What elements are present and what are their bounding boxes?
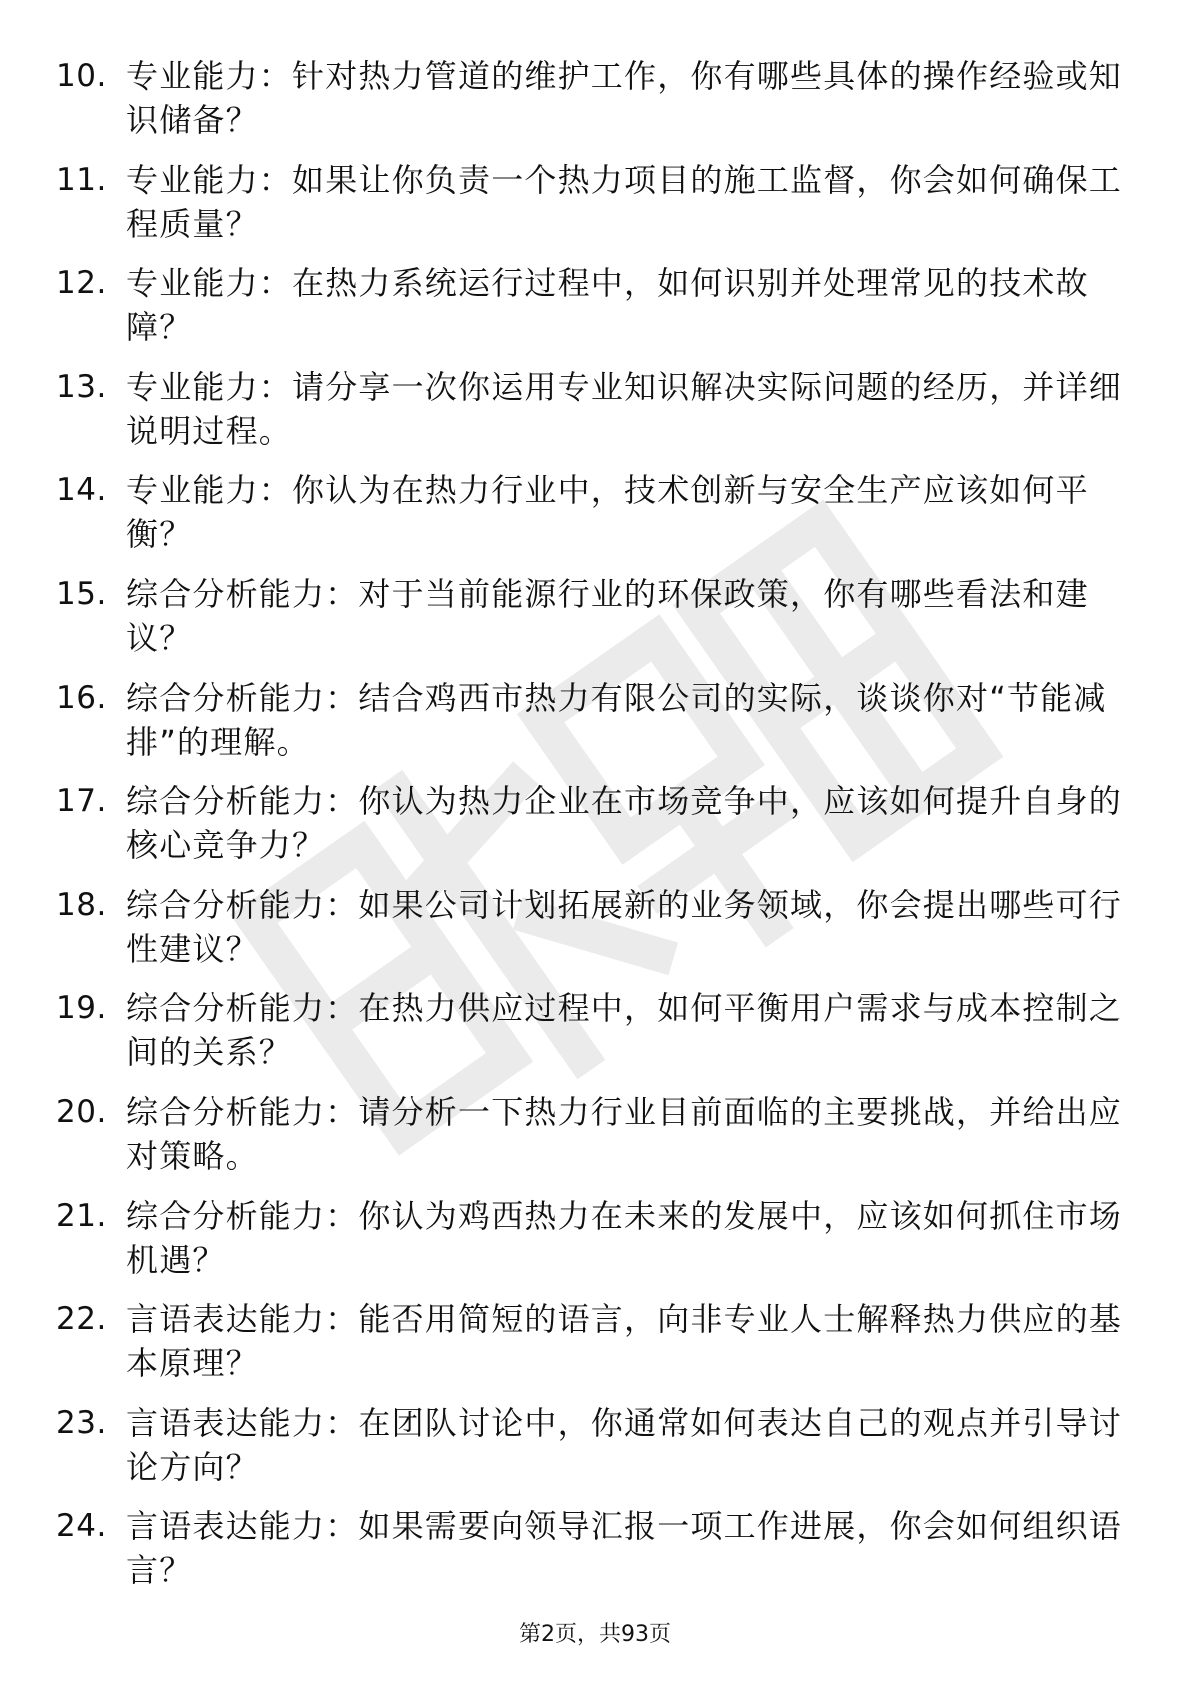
question-number: 17. [56,783,107,820]
question-number: 23. [56,1404,107,1441]
question-text: 综合分析能力：如果公司计划拓展新的业务领域，你会提出哪些可行性建议？ [126,885,1123,968]
question-item-20 [56,1090,1136,1194]
question-text: 综合分析能力：你认为鸡西热力在未来的发展中，应该如何抓住市场机遇？ [126,1196,1123,1279]
question-text: 综合分析能力：对于当前能源行业的环保政策，你有哪些看法和建议？ [126,574,1089,657]
question-item-12 [56,261,1136,365]
question-number: 12. [56,265,107,302]
question-number: 13. [56,368,107,405]
question-item-17 [56,779,1136,883]
question-text: 言语表达能力：能否用简短的语言，向非专业人士解释热力供应的基本原理？ [126,1300,1123,1383]
question-number: 19. [56,990,107,1027]
question-item-15 [56,572,1136,676]
question-number: 14. [56,472,107,509]
question-item-23 [56,1401,1136,1505]
question-text: 专业能力：在热力系统运行过程中，如何识别并处理常见的技术故障？ [126,264,1089,347]
question-text: 综合分析能力：你认为热力企业在市场竞争中，应该如何提升自身的核心竞争力？ [126,782,1123,865]
question-number: 10. [56,58,107,94]
question-number: 24. [56,1508,107,1545]
question-text: 综合分析能力：请分析一下热力行业目前面临的主要挑战，并给出应对策略。 [126,1092,1123,1175]
question-text: 专业能力：如果让你负责一个热力项目的施工监督，你会如何确保工程质量？ [126,160,1123,243]
question-item-11 [56,158,1136,262]
question-text: 专业能力：你认为在热力行业中，技术创新与安全生产应该如何平衡？ [126,471,1089,554]
question-text: 专业能力：请分享一次你运用专业知识解决实际问题的经历，并详细说明过程。 [126,367,1123,450]
question-number: 11. [56,161,107,198]
question-text: 综合分析能力：在热力供应过程中，如何平衡用户需求与成本控制之间的关系？ [126,989,1123,1072]
question-item-21 [56,1194,1136,1298]
question-text: 言语表达能力：在团队讨论中，你通常如何表达自己的观点并引导讨论方向？ [126,1403,1123,1486]
question-number: 15. [56,575,107,612]
question-item-18 [56,883,1136,987]
question-text: 言语表达能力：如果需要向领导汇报一项工作进展，你会如何组织语言？ [126,1507,1123,1590]
question-item-24 [56,1504,1136,1608]
question-item-13 [56,365,1136,469]
question-number: 18. [56,886,107,923]
question-item-14 [56,468,1136,572]
question-item-22 [56,1297,1136,1401]
question-number: 16. [56,679,107,716]
page-number-label: 第2页，共93页 [519,1622,671,1647]
question-text: 综合分析能力：结合鸡西市热力有限公司的实际，谈谈你对“节能减排”的理解。 [126,678,1107,761]
question-text: 专业能力：针对热力管道的维护工作，你有哪些具体的操作经验或知识储备？ [126,57,1123,139]
question-item-10 [56,54,1136,158]
question-list [56,54,1136,1608]
page-footer [0,1620,1190,1650]
question-item-16 [56,676,1136,780]
question-number: 20. [56,1093,107,1130]
question-number: 22. [56,1301,107,1338]
question-number: 21. [56,1197,107,1234]
question-item-19 [56,986,1136,1090]
